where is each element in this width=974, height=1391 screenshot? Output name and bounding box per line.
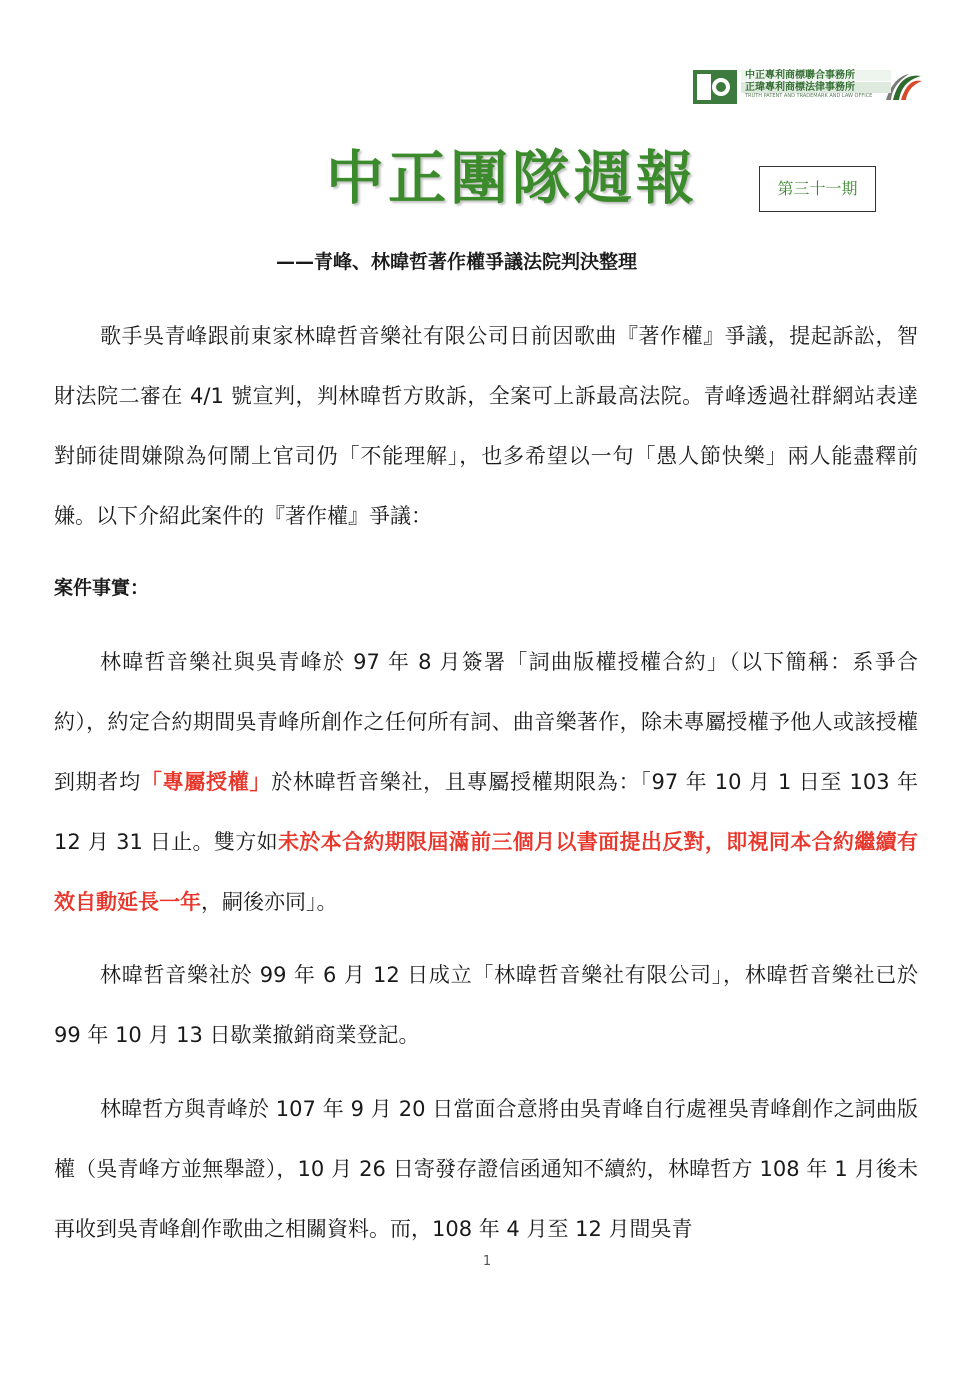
- page-number: 1: [482, 1254, 492, 1269]
- section-heading: 案件事實：: [54, 577, 150, 599]
- facts-paragraph-1: [54, 632, 918, 932]
- page-title: 中正團隊週報: [326, 144, 699, 212]
- facts-text-b: 於林暐哲音樂社，且專屬授權期限為：「97 年 10 月 1 日至 103 年 12 月 31 日止。雙方如: [54, 770, 918, 854]
- auto-renewal-emphasis: 未於本合約期限屆滿前三個月以書面提出反對，即視同本合約繼續有效自動延長一年: [54, 830, 919, 914]
- firm-logo: [693, 70, 923, 106]
- firm-name-english: TRUTH PATENT AND TRADEMARK AND LAW OFFICE: [745, 93, 873, 99]
- facts-paragraph-2: 林暐哲音樂社於 99 年 6 月 12 日成立「林暐哲音樂社有限公司」，林暐哲音樂社已於 99 年 10 月 13 日歇業撤銷商業登記。: [54, 963, 918, 1047]
- facts-text-c: ，嗣後亦同」。: [201, 890, 338, 914]
- firm-name-2: 正瑋專利商標法律事務所: [741, 82, 891, 93]
- intro-paragraph: 歌手吳青峰跟前東家林暐哲音樂社有限公司日前因歌曲『著作權』爭議，提起訴訟，智財法院二審在 4/1 號宣判，判林暐哲方敗訴，全案可上訴最高法院。青峰透過社群網站表達對師徒間嫌隙為何鬧上官司仍「不能理解」，也多希望以一句「愚人節快樂」兩人能盡釋前嫌。以下介紹此案件的『著作權』爭議：: [54, 324, 918, 528]
- issue-badge: 第三十一期: [759, 166, 876, 212]
- facts-paragraph-3: 林暐哲方與青峰於 107 年 9 月 20 日當面合意將由吳青峰自行處裡吳青峰創作之詞曲版權（吳青峰方並無舉證），10 月 26 日寄發存證信函通知不續約，林暐哲方 108 年 1 月後未再收到吳青峰創作歌曲之相關資料。而，108 年 4 月至 12 月間吳青: [54, 1097, 918, 1241]
- exclusive-license-emphasis: 「專屬授權」: [140, 770, 272, 794]
- subtitle: ——青峰、林暐哲著作權爭議法院判決整理: [276, 251, 638, 273]
- facts-text-a: 林暐哲音樂社與吳青峰於 97 年 8 月簽署「詞曲版權授權合約」（以下簡稱：系爭合約），約定合約期間吳青峰所創作之任何所有詞、曲音樂著作，除未專屬授權予他人或該授權到期者均: [54, 650, 918, 794]
- firm-name-1: 中正專利商標聯合事務所: [741, 70, 891, 81]
